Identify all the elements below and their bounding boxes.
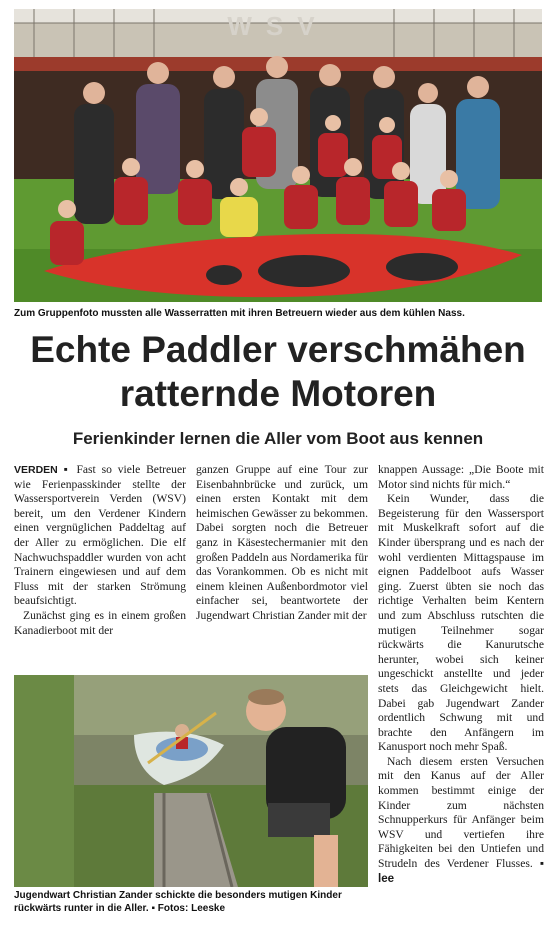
kayak-slide-photo	[14, 675, 368, 887]
author-initials: lee	[378, 871, 395, 885]
wall-lettering: WSV	[227, 11, 329, 41]
article-paragraph: Kein Wunder, dass die Begeisterung für den Wassersport mit Muskelkraft sofort auf die Kinder übersprang und es nach der wohl verdienten Mittagspause im eignen Paddelboot aufs Wasser ging. Zuerst übten sie noch das richtige Verhalten beim Kentern und zum Abschluss rutschten die mutigen Teilnehmer sogar rückwärts die Kanurutsche herunter, wobei sich keiner ungeschickt anstellte und jeder stets das Gleichgewicht hielt. Dabei gab Jugendwart Zander ordentlich Schwung mit und brachte den Anfängern im Kanusport noch mehr Spaß.	[378, 492, 544, 754]
kayak-slide-illustration	[14, 675, 368, 887]
bullet: ▪	[63, 463, 71, 476]
article-paragraph	[14, 463, 186, 609]
headline-line-2: ratternde Motoren	[119, 373, 437, 414]
article-column-1	[14, 463, 186, 638]
article-column-2	[196, 463, 368, 624]
article-paragraph: knappen Aussage: „Die Boote mit Motor sind nichts für mich.“	[378, 463, 544, 491]
paragraph-text: Nach diesem ersten Versuchen mit den Kanus auf der Aller kommen bestimmt einige der Kinder zum nächsten Schnupperkurs für Anfänger beim WSV und vertiefen ihre Fähigkeiten bei den Untiefen und Strudeln des Verdener Flusses.	[378, 754, 544, 871]
group-photo	[14, 9, 542, 302]
top-photo-caption: Zum Gruppenfoto mussten alle Wasserratten mit ihren Betreuern wieder aus dem kühlen Nass.	[14, 308, 465, 319]
headline	[0, 328, 556, 416]
article-paragraph	[378, 755, 544, 886]
subheadline: Ferienkinder lernen die Aller vom Boot aus kennen	[72, 429, 484, 448]
article-column-3	[378, 463, 544, 886]
article-paragraph: ganzen Gruppe auf eine Tour zur Eisenbahnbrücke und zurück, um einen ersten Kontakt mit dem heimischen Gewässer zu bekommen. Dabei sorgten noch die Betreuer ganz in Käsestechermanier mit den großen Paddeln aus Nordamerika für das Vorankommen. Ob es nicht mit einem kleinen Außenbordmotor viel einfacher sei, beantwortete der Jugendwart Christian Zander mit der	[196, 463, 368, 622]
bullet: ▪	[539, 857, 544, 871]
paragraph-text: Fast so viele Betreuer wie Ferienpasskinder stellte der Wassersportverein Verden (WSV) bereit, um den Verdener Kindern einen vergnüglichen Paddeltag auf der Aller zu ermöglichen. Die elf Nachwuchspaddler wurden von acht Trainern eingewiesen und auf dem Fluss mit der starken Strömung beaufsichtigt.	[14, 463, 186, 608]
headline-line-1: Echte Paddler verschmähen	[30, 329, 526, 370]
group-photo-illustration	[14, 9, 542, 302]
dateline: VERDEN	[14, 464, 58, 476]
article-paragraph: Zunächst ging es in einem großen Kanadierboot mit der	[14, 608, 186, 637]
bottom-photo-caption: Jugendwart Christian Zander schickte die besonders mutigen Kinder rückwärts runter in die Aller. ▪ Fotos: Leeske	[14, 890, 342, 914]
